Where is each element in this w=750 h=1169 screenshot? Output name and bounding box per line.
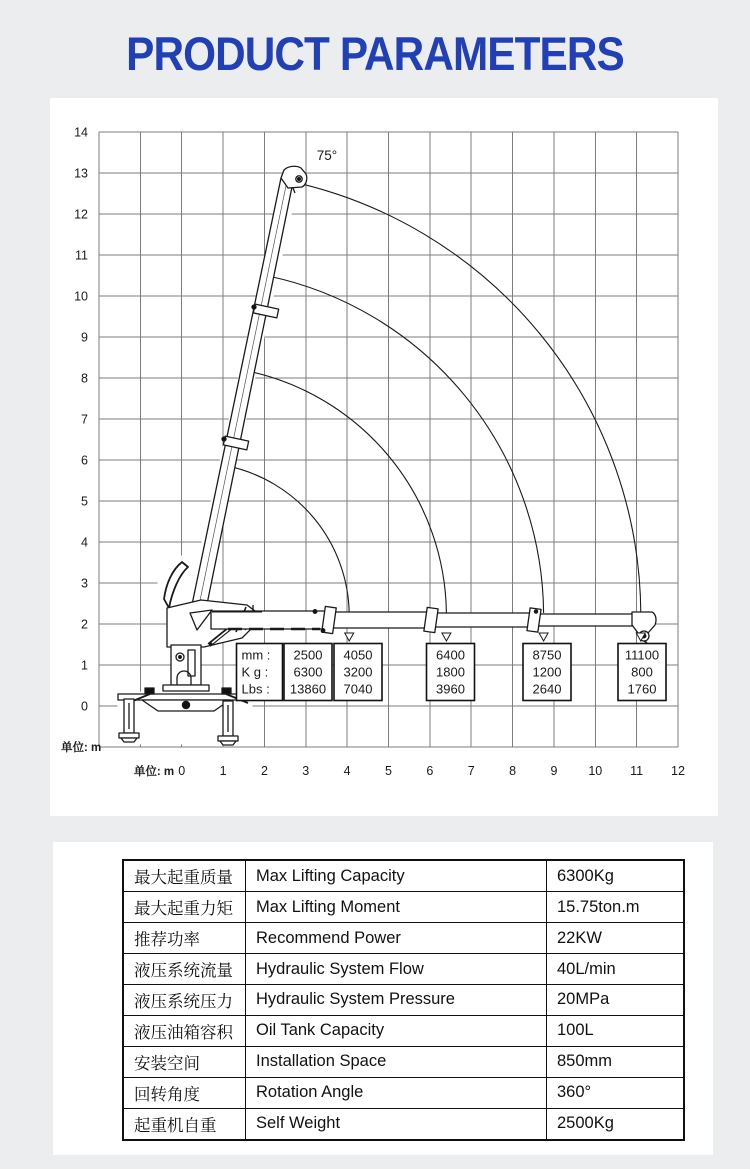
parameter-value: 20MPa [547, 984, 685, 1015]
load-box-value: 2640 [532, 681, 562, 697]
load-box-row-label: mm : [241, 647, 271, 663]
parameter-value: 40L/min [547, 954, 685, 985]
x-tick-label: 2 [260, 764, 268, 778]
parameter-name-cn: 最大起重力矩 [123, 892, 246, 923]
y-tick-label: 7 [81, 412, 88, 427]
x-tick-label: 4 [343, 764, 351, 778]
y-tick-label: 8 [81, 371, 88, 386]
parameter-name-cn: 液压系统流量 [123, 954, 246, 985]
parameter-row [123, 892, 684, 923]
load-chart-drawing [50, 98, 718, 816]
parameter-name-en: Hydraulic System Pressure [246, 984, 547, 1015]
slew-center [182, 701, 189, 708]
parameter-name-cn: 起重机自重 [123, 1108, 246, 1140]
x-tick-label: 11 [630, 764, 644, 778]
y-tick-label: 3 [81, 576, 88, 591]
x-tick-label: 9 [550, 764, 558, 778]
load-box-value: 800 [631, 664, 653, 680]
parameter-value: 850mm [547, 1046, 685, 1077]
page-title: PRODUCT PARAMETERS [126, 27, 624, 80]
y-tick-label: 2 [81, 617, 88, 632]
parameter-row [123, 923, 684, 954]
base-plate [163, 685, 209, 691]
parameter-name-en: Rotation Angle [246, 1077, 547, 1108]
parameter-value: 6300Kg [547, 860, 685, 892]
y-tick-label: 6 [81, 453, 88, 468]
boom-section-3 [432, 613, 537, 627]
parameter-value: 360° [547, 1077, 685, 1108]
boom-head [632, 612, 656, 633]
parameter-row [123, 954, 684, 985]
y-tick-label: 5 [81, 494, 88, 509]
x-tick-label: 1 [219, 764, 227, 778]
parameters-table [122, 859, 685, 1141]
load-box-value: 7040 [343, 681, 373, 697]
load-boxes [237, 633, 667, 701]
x-tick-label: 7 [467, 764, 475, 778]
boom-angle-label: 75° [316, 148, 338, 163]
parameter-value: 22KW [547, 923, 685, 954]
load-box-value: 3960 [436, 681, 465, 697]
parameter-name-cn: 最大起重质量 [123, 860, 246, 892]
reach-arc [228, 466, 349, 613]
x-tick-label: 0 [178, 764, 186, 778]
x-tick-label: 6 [426, 764, 434, 778]
pedestal [171, 645, 201, 685]
load-box-row-label: K g : [241, 664, 269, 680]
boom-section-4 [537, 614, 637, 626]
load-box-value: 6400 [436, 647, 465, 663]
parameter-name-cn: 回转角度 [123, 1077, 246, 1108]
parameter-row [123, 1015, 684, 1046]
parameter-name-cn: 推荐功率 [123, 923, 246, 954]
boom-section-1 [211, 611, 325, 629]
parameter-row [123, 1108, 684, 1140]
parameter-name-en: Max Lifting Capacity [246, 860, 547, 892]
parameter-row [123, 984, 684, 1015]
y-tick-label: 11 [75, 248, 88, 263]
reach-arc [289, 181, 641, 613]
load-box-value: 3200 [343, 664, 373, 680]
y-tick-label: 14 [74, 125, 88, 140]
parameter-name-en: Installation Space [246, 1046, 547, 1077]
parameter-name-en: Oil Tank Capacity [246, 1015, 547, 1046]
x-axis-unit-label: 单位: m [133, 766, 175, 778]
parameter-name-en: Hydraulic System Flow [246, 954, 547, 985]
y-tick-label: 9 [81, 330, 88, 345]
parameter-row [123, 1046, 684, 1077]
load-box-value: 1760 [627, 681, 657, 697]
parameter-name-cn: 液压油箱容积 [123, 1015, 246, 1046]
x-tick-label: 12 [671, 764, 685, 778]
load-box-value: 13860 [289, 681, 327, 697]
raised-boom-seam [197, 181, 287, 615]
boom-section-2 [325, 612, 432, 628]
raised-boom [189, 178, 293, 619]
parameter-name-en: Recommend Power [246, 923, 547, 954]
parameter-row [123, 1077, 684, 1108]
boom-collar-2 [424, 607, 438, 632]
x-tick-label: 5 [385, 764, 392, 778]
parameter-value: 100L [547, 1015, 685, 1046]
parameter-name-cn: 液压系统压力 [123, 984, 246, 1015]
load-box-value: 8750 [532, 647, 562, 663]
parameter-name-en: Self Weight [246, 1108, 547, 1140]
pointer-triangle [442, 633, 451, 641]
crane-illustration [118, 166, 656, 745]
load-box-row-label: Lbs : [241, 681, 270, 697]
parameter-name-en: Max Lifting Moment [246, 892, 547, 923]
y-tick-label: 4 [81, 535, 88, 550]
parameters-panel [53, 842, 713, 1155]
x-tick-label: 10 [588, 764, 603, 778]
load-box-value: 2500 [293, 647, 323, 663]
load-chart-panel [50, 98, 718, 816]
pointer-triangle [539, 633, 548, 641]
parameter-name-cn: 安装空间 [123, 1046, 246, 1077]
pointer-triangle [345, 633, 354, 641]
y-tick-label: 10 [74, 289, 88, 304]
load-box-value: 11100 [624, 647, 660, 663]
load-box-value: 6300 [293, 664, 323, 680]
parameter-value: 2500Kg [547, 1108, 685, 1140]
x-tick-label: 3 [302, 764, 310, 778]
x-tick-label: 8 [509, 764, 517, 778]
load-box-value: 4050 [343, 647, 373, 663]
load-box-value: 1200 [532, 664, 562, 680]
reach-arc [268, 276, 543, 613]
parameter-row [123, 860, 684, 892]
reach-arcs [228, 181, 641, 613]
parameter-value: 15.75ton.m [547, 892, 685, 923]
load-box-value: 1800 [436, 664, 465, 680]
y-tick-label: 1 [81, 658, 88, 673]
y-axis-unit-label: 单位: m [61, 742, 102, 754]
y-tick-label: 12 [74, 207, 88, 222]
y-tick-label: 13 [74, 166, 88, 181]
y-tick-label: 0 [81, 699, 88, 714]
